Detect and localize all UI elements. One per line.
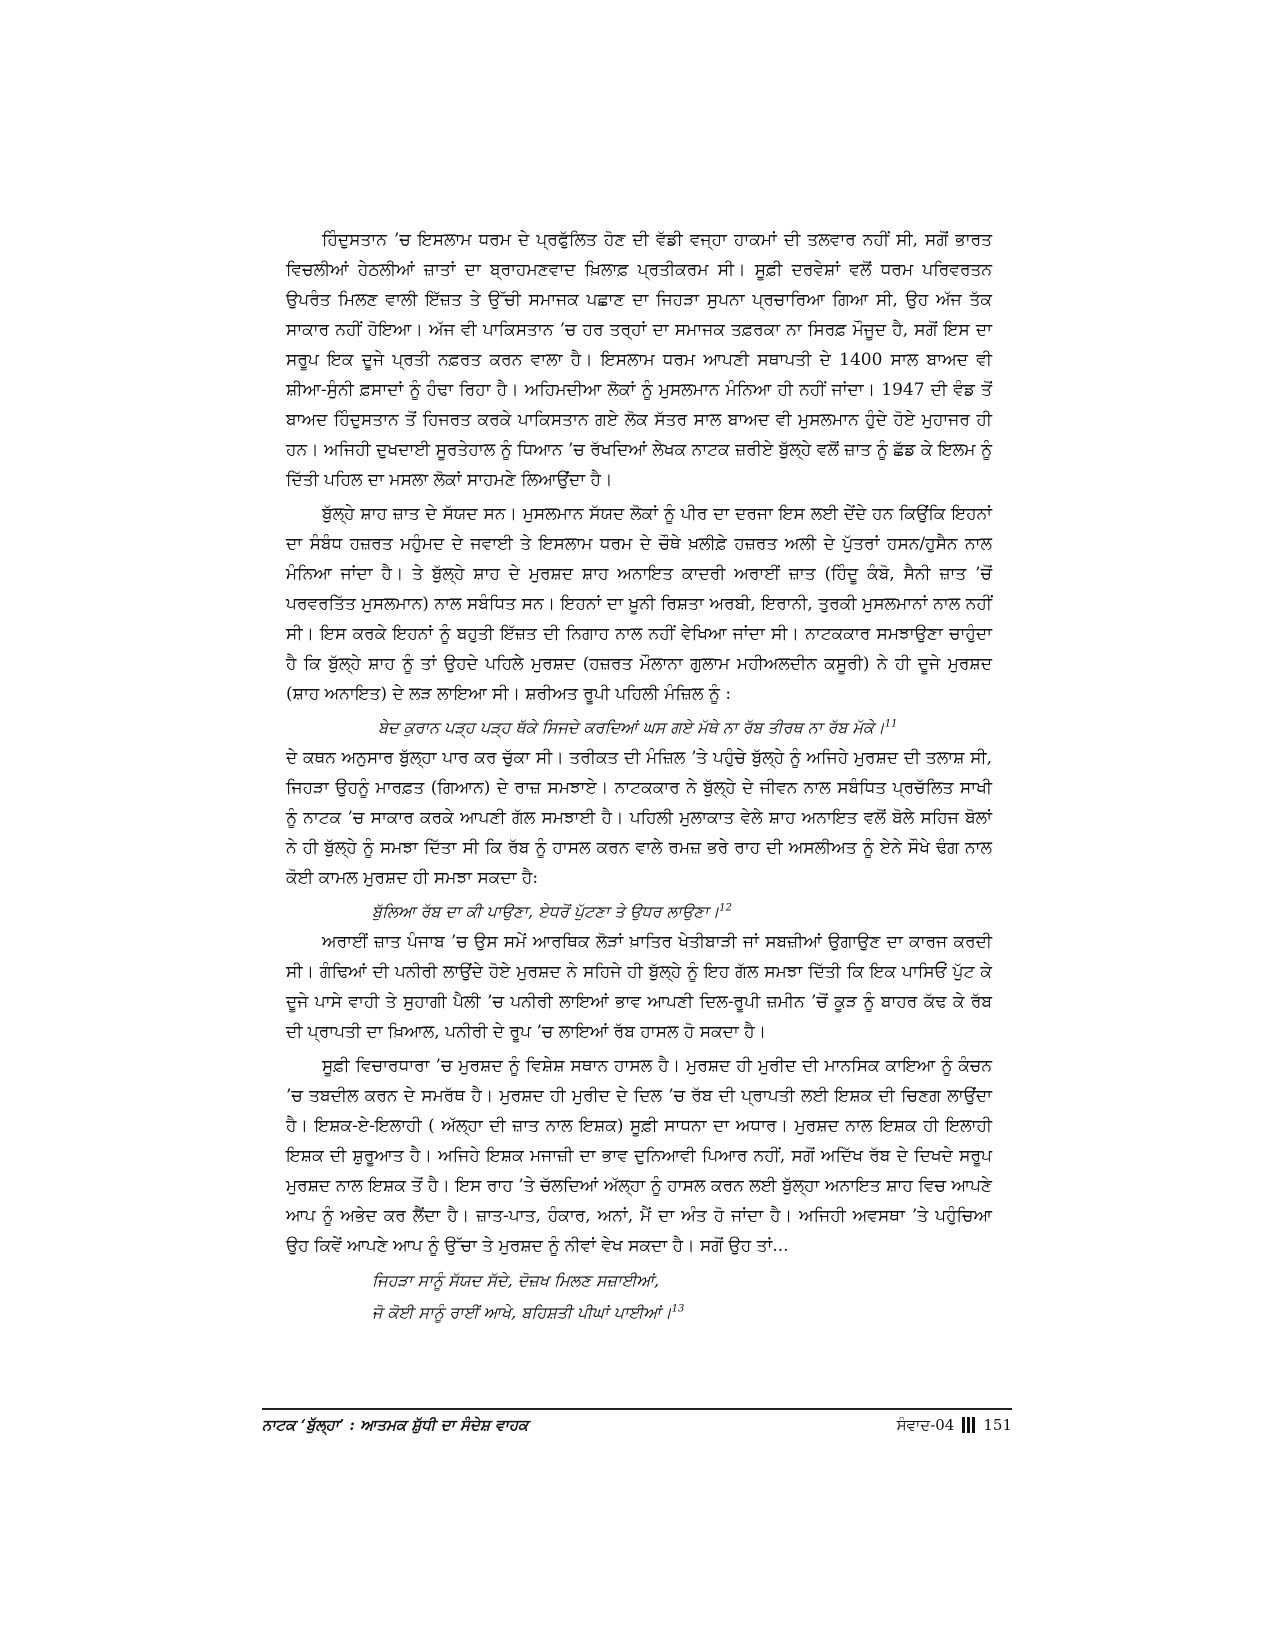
footer-right: [897, 1416, 1012, 1434]
page-number: 151: [983, 1416, 1012, 1434]
quote-2: [286, 897, 992, 927]
paragraph-4: ਅਰਾਈਂ ਜ਼ਾਤ ਪੰਜਾਬ ’ਚ ਉਸ ਸਮੇਂ ਆਰਥਿਕ ਲੋੜਾਂ ਖ਼ਾਤਿਰ ਖੇਤੀਬਾੜੀ ਜਾਂ ਸਬਜ਼ੀਆਂ ਉਗਾਉਣ ਦਾ ਕਾਰਜ ਕਰਦੀ ਸੀ। ਗੰਢਿਆਂ ਦੀ ਪਨੀਰੀ ਲਾਉਂਦੇ ਹੋਏ ਮੁਰਸ਼ਦ ਨੇ ਸਹਿਜੇ ਹੀ ਬੁੱਲ੍ਹੇ ਨੂੰ ਇਹ ਗੱਲ ਸਮਝਾ ਦਿੱਤੀ ਕਿ ਇਕ ਪਾਸਿਓਂ ਪੁੱਟ ਕੇ ਦੂਜੇ ਪਾਸੇ ਵਾਹੀ ਤੇ ਸੁਹਾਗੀ ਪੈਲੀ ’ਚ ਪਨੀਰੀ ਲਾਇਆਂ ਭਾਵ ਆਪਣੀ ਦਿਲ-ਰੂਪੀ ਜ਼ਮੀਨ ’ਚੋਂ ਕੂੜ ਨੂੰ ਬਾਹਰ ਕੱਢ ਕੇ ਰੱਬ ਦੀ ਪ੍ਰਾਪਤੀ ਦਾ ਖ਼ਿਆਲ, ਪਨੀਰੀ ਦੇ ਰੂਪ ’ਚ ਲਾਇਆਂ ਰੱਬ ਹਾਸਲ ਹੋ ਸਕਦਾ ਹੈ।: [286, 932, 992, 1042]
paragraph-1: ਹਿੰਦੁਸਤਾਨ ’ਚ ਇਸਲਾਮ ਧਰਮ ਦੇ ਪ੍ਰਫੁੱਲਿਤ ਹੋਣ ਦੀ ਵੱਡੀ ਵਜ੍ਹਾ ਹਾਕਮਾਂ ਦੀ ਤਲਵਾਰ ਨਹੀਂ ਸੀ, ਸਗੋਂ ਭਾਰਤ ਵਿਚਲੀਆਂ ਹੇਠਲੀਆਂ ਜ਼ਾਤਾਂ ਦਾ ਬ੍ਰਾਹਮਣਵਾਦ ਖ਼ਿਲਾਫ਼ ਪ੍ਰਤੀਕਰਮ ਸੀ। ਸੂਫ਼ੀ ਦਰਵੇਸ਼ਾਂ ਵਲੋਂ ਧਰਮ ਪਰਿਵਰਤਨ ਉਪਰੰਤ ਮਿਲਣ ਵਾਲੀ ਇੱਜ਼ਤ ਤੇ ਉੱਚੀ ਸਮਾਜਕ ਪਛਾਣ ਦਾ ਜਿਹੜਾ ਸੁਪਨਾ ਪ੍ਰਚਾਰਿਆ ਗਿਆ ਸੀ, ਉਹ ਅੱਜ ਤੱਕ ਸਾਕਾਰ ਨਹੀਂ ਹੋਇਆ। ਅੱਜ ਵੀ ਪਾਕਿਸਤਾਨ ’ਚ ਹਰ ਤਰ੍ਹਾਂ ਦਾ ਸਮਾਜਕ ਤਫ਼ਰਕਾ ਨਾ ਸਿਰਫ਼ ਮੌਜੂਦ ਹੈ, ਸਗੋਂ ਇਸ ਦਾ ਸਰੂਪ ਇਕ ਦੂਜੇ ਪ੍ਰਤੀ ਨਫ਼ਰਤ ਕਰਨ ਵਾਲਾ ਹੈ। ਇਸਲਾਮ ਧਰਮ ਆਪਣੀ ਸਥਾਪਤੀ ਦੇ 1400 ਸਾਲ ਬਾਅਦ ਵੀ ਸ਼ੀਆ-ਸੁੰਨੀ ਫ਼ਸਾਦਾਂ ਨੂੰ ਹੰਢਾ ਰਿਹਾ ਹੈ। ਅਹਿਮਦੀਆ ਲੋਕਾਂ ਨੂੰ ਮੁਸਲਮਾਨ ਮੰਨਿਆ ਹੀ ਨਹੀਂ ਜਾਂਦਾ। 1947 ਦੀ ਵੰਡ ਤੋਂ ਬਾਅਦ ਹਿੰਦੁਸਤਾਨ ਤੋਂ ਹਿਜਰਤ ਕਰਕੇ ਪਾਕਿਸਤਾਨ ਗਏ ਲੋਕ ਸੱਤਰ ਸਾਲ ਬਾਅਦ ਵੀ ਮੁਸਲਮਾਨ ਹੁੰਦੇ ਹੋਏ ਮੁਹਾਜਰ ਹੀ ਹਨ। ਅਜਿਹੀ ਦੁਖਦਾਈ ਸੂਰਤੇਹਾਲ ਨੂੰ ਧਿਆਨ ’ਚ ਰੱਖਦਿਆਂ ਲੇਖਕ ਨਾਟਕ ਜ਼ਰੀਏ ਬੁੱਲ੍ਹੇ ਵਲੋਂ ਜ਼ਾਤ ਨੂੰ ਛੱਡ ਕੇ ਇਲਮ ਨੂੰ ਦਿੱਤੀ ਪਹਿਲ ਦਾ ਮਸਲਾ ਲੋਕਾਂ ਸਾਹਮਣੇ ਲਿਆਉਂਦਾ ਹੈ।: [286, 230, 992, 490]
footnote-ref-12: 12: [719, 902, 732, 914]
verse-line-2-text: ਜੋ ਕੋਈ ਸਾਨੂੰ ਰਾਈਂ ਆਖੇ, ਬਹਿਸ਼ਤੀ ਪੀਘਾਂ ਪਾਈਆਂ।: [372, 1303, 672, 1322]
quote-1-text: ਬੇਦ ਕੁਰਾਨ ਪੜ੍ਹ ਪੜ੍ਹ ਥੱਕੇ ਸਿਜਦੇ ਕਰਦਿਆਂ ਘਸ ਗਏ ਮੱਥੇ ਨਾ ਰੱਬ ਤੀਰਥ ਨਾ ਰੱਬ ਮੱਕੇ।: [378, 718, 885, 737]
running-title: ਨਾਟਕ ‘ਬੁੱਲ੍ਹਾ’ : ਆਤਮਕ ਸ਼ੁੱਧੀ ਦਾ ਸੰਦੇਸ਼ ਵਾਹਕ: [262, 1416, 529, 1434]
paragraph-5: ਸੂਫ਼ੀ ਵਿਚਾਰਧਾਰਾ ’ਚ ਮੁਰਸ਼ਦ ਨੂੰ ਵਿਸ਼ੇਸ਼ ਸਥਾਨ ਹਾਸਲ ਹੈ। ਮੁਰਸ਼ਦ ਹੀ ਮੁਰੀਦ ਦੀ ਮਾਨਸਿਕ ਕਾਇਆ ਨੂੰ ਕੰਚਨ ’ਚ ਤਬਦੀਲ ਕਰਨ ਦੇ ਸਮਰੱਥ ਹੈ। ਮੁਰਸ਼ਦ ਹੀ ਮੁਰੀਦ ਦੇ ਦਿਲ ’ਚ ਰੱਬ ਦੀ ਪ੍ਰਾਪਤੀ ਲਈ ਇਸ਼ਕ ਦੀ ਚਿਣਗ ਲਾਉਂਦਾ ਹੈ। ਇਸ਼ਕ-ਏ-ਇਲਾਹੀ ( ਅੱਲ੍ਹਾ ਦੀ ਜ਼ਾਤ ਨਾਲ ਇਸ਼ਕ) ਸੂਫ਼ੀ ਸਾਧਨਾ ਦਾ ਅਧਾਰ। ਮੁਰਸ਼ਦ ਨਾਲ ਇਸ਼ਕ ਹੀ ਇਲਾਹੀ ਇਸ਼ਕ ਦੀ ਸ਼ੁਰੂਆਤ ਹੈ। ਅਜਿਹੇ ਇਸ਼ਕ ਮਜਾਜ਼ੀ ਦਾ ਭਾਵ ਦੁਨਿਆਵੀ ਪਿਆਰ ਨਹੀਂ, ਸਗੋਂ ਅਦਿੱਖ ਰੱਬ ਦੇ ਦਿਖਦੇ ਸਰੂਪ ਮੁਰਸ਼ਦ ਨਾਲ ਇਸ਼ਕ ਤੋਂ ਹੈ। ਇਸ ਰਾਹ ’ਤੇ ਚੱਲਦਿਆਂ ਅੱਲ੍ਹਾ ਨੂੰ ਹਾਸਲ ਕਰਨ ਲਈ ਬੁੱਲ੍ਹਾ ਅਨਾਇਤ ਸ਼ਾਹ ਵਿਚ ਆਪਣੇ ਆਪ ਨੂੰ ਅਭੇਦ ਕਰ ਲੈਂਦਾ ਹੈ। ਜ਼ਾਤ-ਪਾਤ, ਹੰਕਾਰ, ਅਨਾਂ, ਮੈਂ ਦਾ ਅੰਤ ਹੋ ਜਾਂਦਾ ਹੈ। ਅਜਿਹੀ ਅਵਸਥਾ ’ਤੇ ਪਹੁੰਚਿਆ ਉਹ ਕਿਵੇਂ ਆਪਣੇ ਆਪ ਨੂੰ ਉੱਚਾ ਤੇ ਮੁਰਸ਼ਦ ਨੂੰ ਨੀਵਾਂ ਵੇਖ ਸਕਦਾ ਹੈ। ਸਗੋਂ ਉਹ ਤਾਂ...: [286, 1056, 992, 1256]
quote-1: [286, 713, 992, 743]
paragraph-2: ਬੁੱਲ੍ਹੇ ਸ਼ਾਹ ਜ਼ਾਤ ਦੇ ਸੱਯਦ ਸਨ। ਮੁਸਲਮਾਨ ਸੱਯਦ ਲੋਕਾਂ ਨੂੰ ਪੀਰ ਦਾ ਦਰਜਾ ਇਸ ਲਈ ਦੇਂਦੇ ਹਨ ਕਿਉਂਕਿ ਇਹਨਾਂ ਦਾ ਸੰਬੰਧ ਹਜ਼ਰਤ ਮਹੁੰਮਦ ਦੇ ਜਵਾਈ ਤੇ ਇਸਲਾਮ ਧਰਮ ਦੇ ਚੌਥੇ ਖ਼ਲੀਫ਼ੇ ਹਜ਼ਰਤ ਅਲੀ ਦੇ ਪੁੱਤਰਾਂ ਹਸਨ/ਹੁਸੈਨ ਨਾਲ ਮੰਨਿਆ ਜਾਂਦਾ ਹੈ। ਤੇ ਬੁੱਲ੍ਹੇ ਸ਼ਾਹ ਦੇ ਮੁਰਸ਼ਦ ਸ਼ਾਹ ਅਨਾਇਤ ਕਾਦਰੀ ਅਰਾਈਂ ਜ਼ਾਤ (ਹਿੰਦੂ ਕੰਬੋ, ਸੈਨੀ ਜ਼ਾਤ ’ਚੋਂ ਪਰਵਰਤਿੱਤ ਮੁਸਲਮਾਨ) ਨਾਲ ਸਬੰਧਿਤ ਸਨ। ਇਹਨਾਂ ਦਾ ਖ਼ੂਨੀ ਰਿਸ਼ਤਾ ਅਰਬੀ, ਇਰਾਨੀ, ਤੁਰਕੀ ਮੁਸਲਮਾਨਾਂ ਨਾਲ ਨਹੀਂ ਸੀ। ਇਸ ਕਰਕੇ ਇਹਨਾਂ ਨੂੰ ਬਹੁਤੀ ਇੱਜ਼ਤ ਦੀ ਨਿਗਾਹ ਨਾਲ ਨਹੀਂ ਵੇਖਿਆ ਜਾਂਦਾ ਸੀ। ਨਾਟਕਕਾਰ ਸਮਝਾਉਣਾ ਚਾਹੁੰਦਾ ਹੈ ਕਿ ਬੁੱਲ੍ਹੇ ਸ਼ਾਹ ਨੂੰ ਤਾਂ ਉਹਦੇ ਪਹਿਲੇ ਮੁਰਸ਼ਦ (ਹਜ਼ਰਤ ਮੌਲਾਨਾ ਗੁਲਾਮ ਮਹੀਅਲਦੀਨ ਕਸੂਰੀ) ਨੇ ਹੀ ਦੂਜੇ ਮੁਰਸ਼ਦ (ਸ਼ਾਹ ਅਨਾਇਤ) ਦੇ ਲੜ ਲਾਇਆ ਸੀ। ਸ਼ਰੀਅਤ ਰੂਪੀ ਪਹਿਲੀ ਮੰਜ਼ਿਲ ਨੂੰ :: [286, 504, 992, 704]
quote-2-text: ਬੁੱਲਿਆ ਰੱਬ ਦਾ ਕੀ ਪਾਉਣਾ, ਏਧਰੋਂ ਪੁੱਟਣਾ ਤੇ ਉਧਰ ਲਾਉਣਾ।: [372, 902, 720, 921]
footnote-ref-11: 11: [884, 718, 898, 730]
verse-line-2: [372, 1297, 992, 1329]
paragraph-3: ਦੇ ਕਥਨ ਅਨੁਸਾਰ ਬੁੱਲ੍ਹਾ ਪਾਰ ਕਰ ਚੁੱਕਾ ਸੀ। ਤਰੀਕਤ ਦੀ ਮੰਜ਼ਿਲ ’ਤੇ ਪਹੁੰਚੇ ਬੁੱਲ੍ਹੇ ਨੂੰ ਅਜਿਹੇ ਮੁਰਸ਼ਦ ਦੀ ਤਲਾਸ਼ ਸੀ, ਜਿਹੜਾ ਉਹਨੂੰ ਮਾਰਫ਼ਤ (ਗਿਆਨ) ਦੇ ਰਾਜ਼ ਸਮਝਾਏ। ਨਾਟਕਕਾਰ ਨੇ ਬੁੱਲ੍ਹੇ ਦੇ ਜੀਵਨ ਨਾਲ ਸਬੰਧਿਤ ਪ੍ਰਚੱਲਿਤ ਸਾਖੀ ਨੂੰ ਨਾਟਕ ’ਚ ਸਾਕਾਰ ਕਰਕੇ ਆਪਣੀ ਗੱਲ ਸਮਝਾਈ ਹੈ। ਪਹਿਲੀ ਮੁਲਾਕਾਤ ਵੇਲੇ ਸ਼ਾਹ ਅਨਾਇਤ ਵਲੋਂ ਬੋਲੇ ਸਹਿਜ ਬੋਲਾਂ ਨੇ ਹੀ ਬੁੱਲ੍ਹੇ ਨੂੰ ਸਮਝਾ ਦਿੱਤਾ ਸੀ ਕਿ ਰੱਬ ਨੂੰ ਹਾਸਲ ਕਰਨ ਵਾਲੇ ਰਮਜ਼ ਭਰੇ ਰਾਹ ਦੀ ਅਸਲੀਅਤ ਨੂੰ ਏਨੇ ਸੌਖੇ ਢੰਗ ਨਾਲ ਕੋਈ ਕਾਮਲ ਮੁਰਸ਼ਦ ਹੀ ਸਮਝਾ ਸਕਦਾ ਹੈ:: [286, 748, 992, 888]
verse-line-1: ਜਿਹੜਾ ਸਾਨੂੰ ਸੱਯਦ ਸੱਦੇ, ਦੋਜ਼ਖ ਮਿਲਣ ਸਜ਼ਾਈਆਂ,: [372, 1271, 660, 1290]
page-footer: [262, 1408, 1012, 1434]
separator-bars-icon: [962, 1417, 975, 1433]
page-body: [286, 225, 992, 1329]
journal-name: ਸੰਵਾਦ-04: [896, 1416, 955, 1434]
verse-block: [286, 1265, 992, 1329]
footnote-ref-13: 13: [671, 1303, 685, 1315]
